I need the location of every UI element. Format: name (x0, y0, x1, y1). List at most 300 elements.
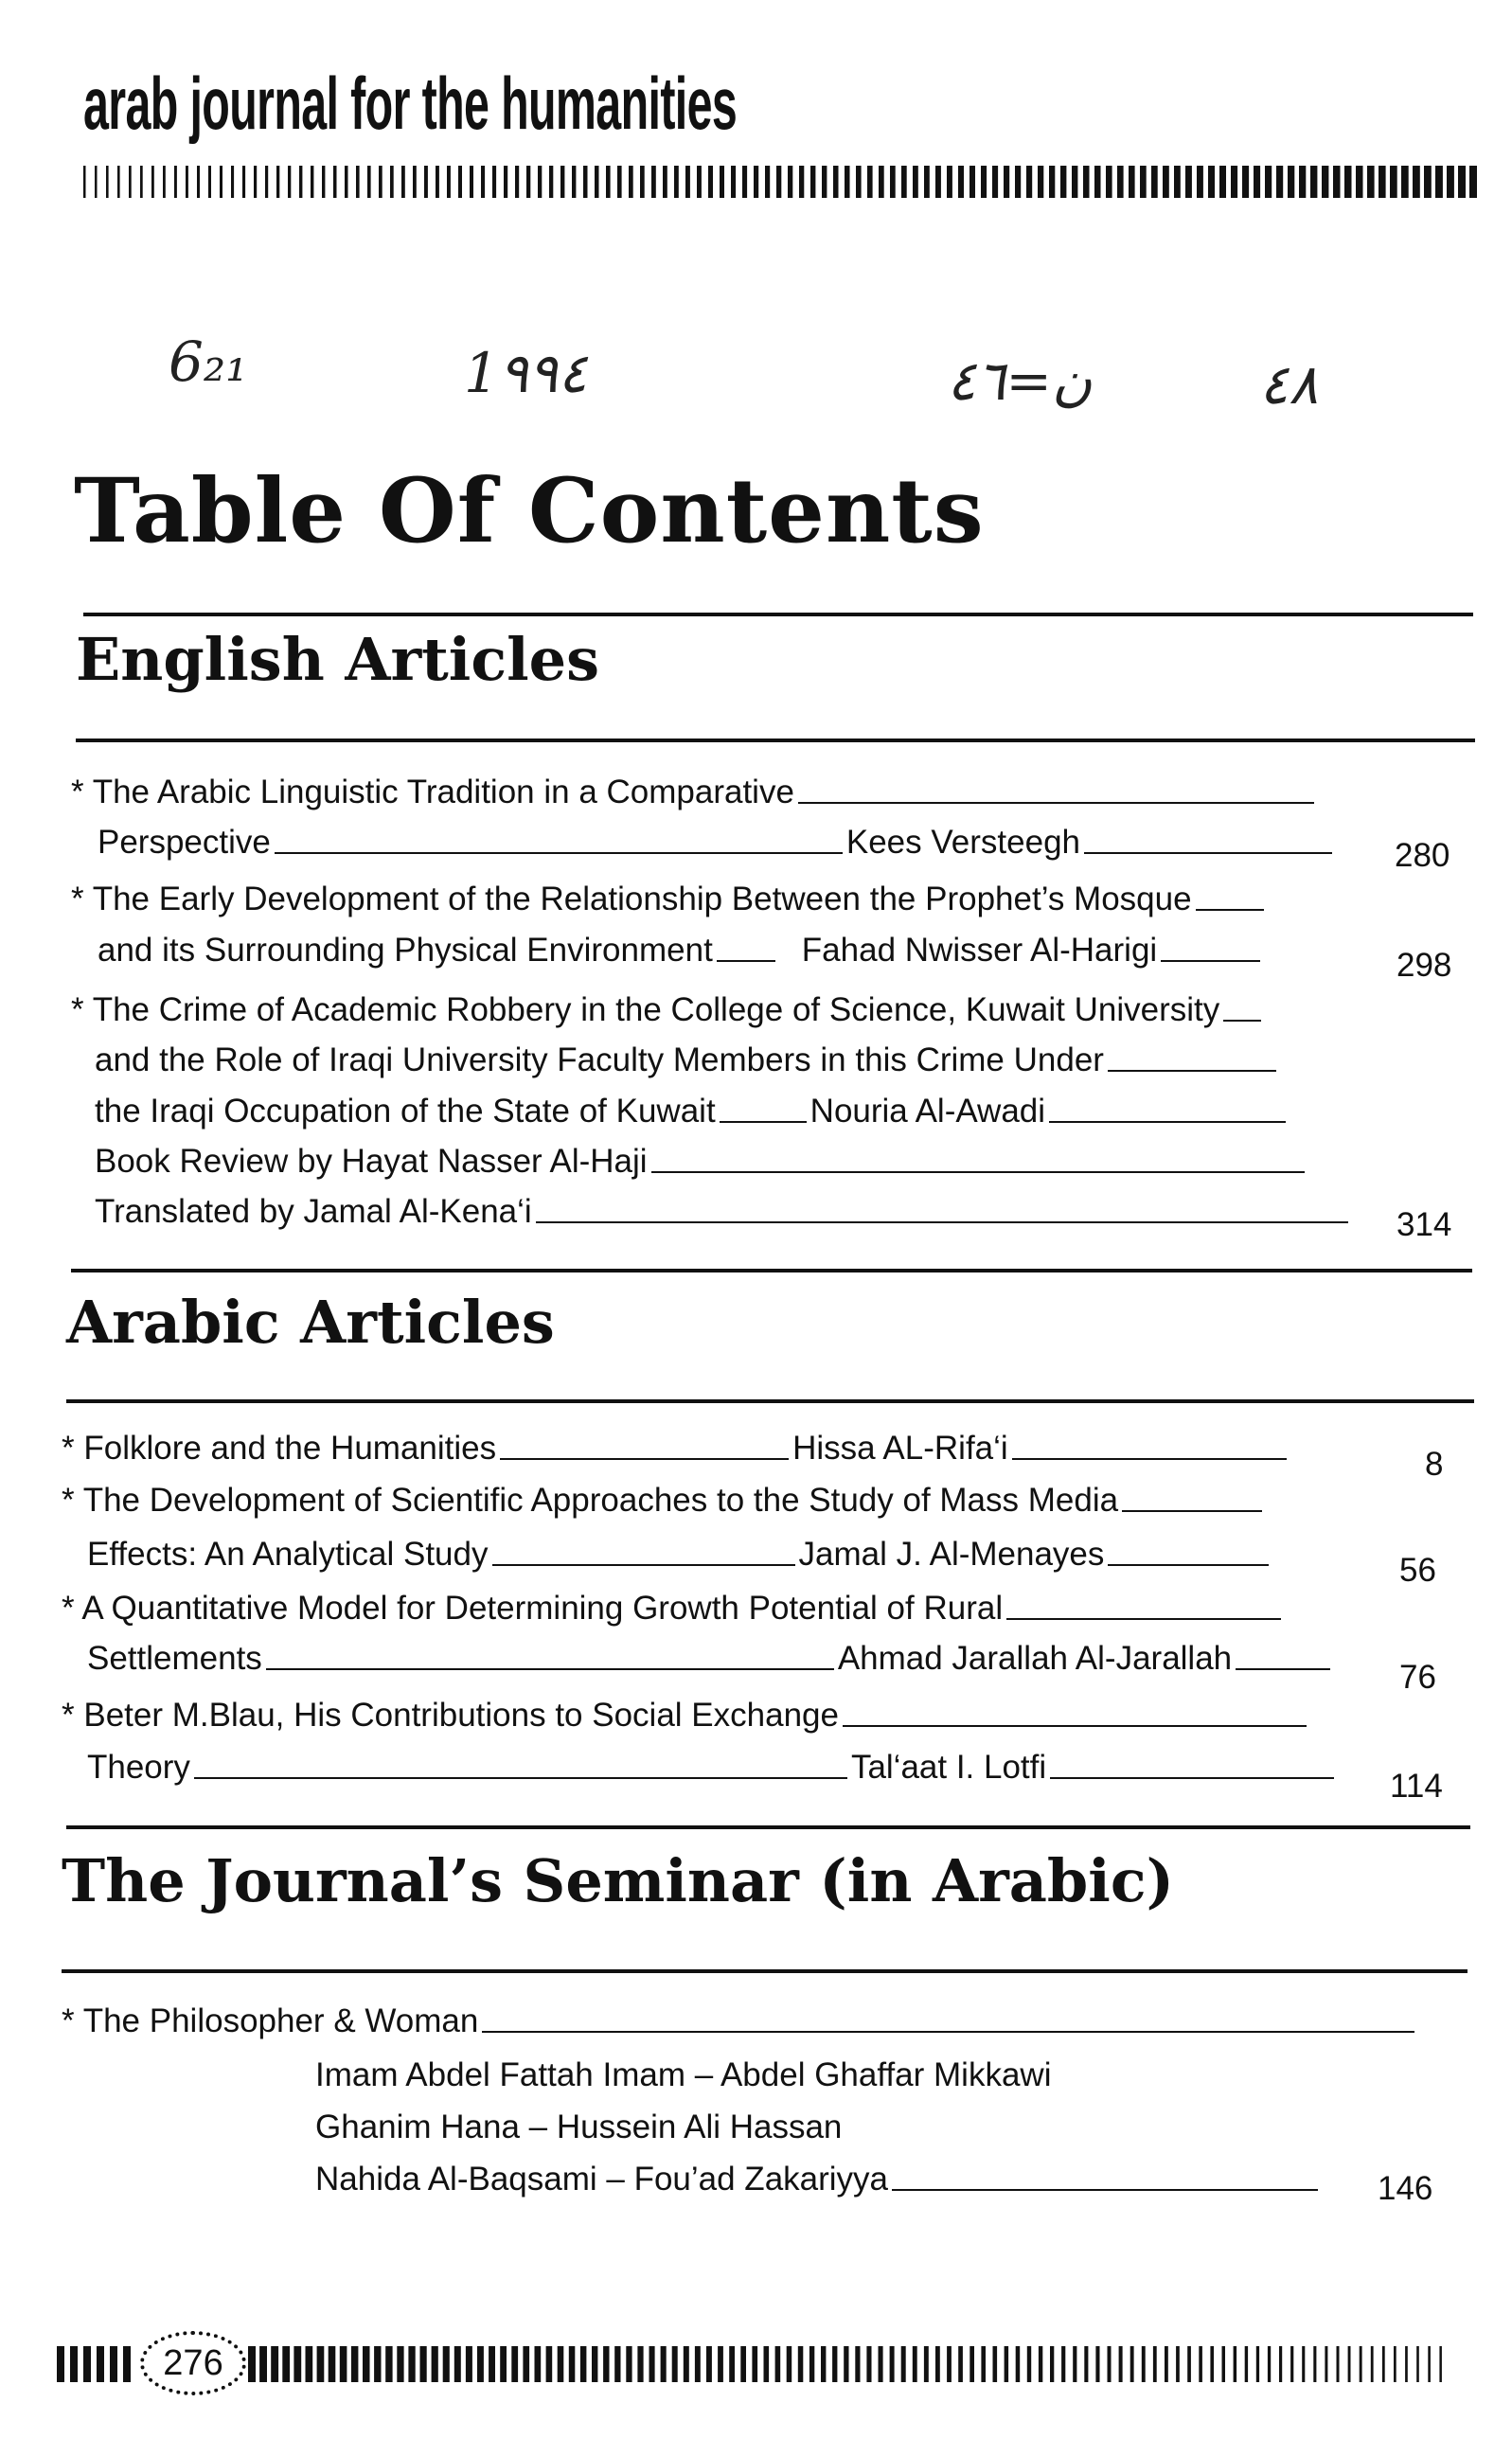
tick-mark (833, 166, 839, 198)
page-number: 276 (140, 2331, 246, 2395)
tick-mark (436, 166, 439, 198)
tick-mark (1060, 166, 1066, 198)
tick-mark (890, 2346, 895, 2382)
tick-mark (856, 166, 862, 198)
tick-mark (1130, 2346, 1134, 2382)
tick-mark (311, 166, 313, 198)
tick-mark (1108, 2346, 1112, 2382)
tick-mark (708, 166, 713, 198)
tick-mark (1268, 2346, 1271, 2382)
tick-mark (1299, 166, 1306, 198)
tick-mark (424, 166, 428, 198)
tick-mark (367, 166, 371, 198)
tick-mark (592, 2346, 597, 2382)
entry-author-line (315, 2159, 1322, 2200)
entry-page-number: 114 (1390, 1768, 1443, 1805)
tick-mark (729, 2346, 735, 2382)
tick-mark (1231, 166, 1237, 198)
entry-author-line (87, 1534, 1272, 1575)
tick-mark (123, 2346, 131, 2382)
tick-mark (374, 2346, 381, 2382)
tick-mark (432, 2346, 438, 2382)
handwritten-note-3: ن=٤٦ (947, 348, 1093, 413)
tick-mark (845, 166, 850, 198)
tick-mark (106, 166, 109, 198)
tick-mark (572, 166, 576, 198)
entry-page-number: 146 (1378, 2170, 1433, 2207)
tick-mark (1027, 2346, 1031, 2382)
tick-mark (1379, 166, 1386, 198)
leader-line (1006, 1618, 1281, 1620)
tick-mark (515, 166, 519, 198)
tick-mark (1394, 2346, 1396, 2382)
tick-mark (538, 166, 542, 198)
tick-mark (401, 166, 405, 198)
tick-mark (351, 2346, 359, 2382)
entry-title-line (95, 1191, 1352, 1233)
tick-mark (901, 166, 907, 198)
tick-mark (1435, 166, 1443, 198)
tick-mark (1199, 2346, 1202, 2382)
leader-line (1223, 1020, 1261, 1022)
tick-mark (1322, 166, 1328, 198)
entry-title-line (95, 1040, 1280, 1081)
tick-mark (879, 166, 884, 198)
tick-mark (798, 2346, 804, 2382)
tick-mark (879, 2346, 883, 2382)
leader-line (843, 1725, 1307, 1727)
entry-author-line (315, 2107, 842, 2148)
tick-mark (788, 166, 792, 198)
entry-author-line (87, 1747, 1338, 1788)
tick-mark (1344, 166, 1352, 198)
leader-line (1084, 852, 1332, 854)
tick-mark (1083, 166, 1090, 198)
tick-mark (672, 2346, 678, 2382)
divider (62, 1969, 1468, 1973)
tick-mark (526, 166, 530, 198)
masthead-tick-bar (83, 166, 1480, 200)
entry-author-line (98, 822, 1336, 863)
entry-author-line (87, 1638, 1334, 1680)
entry-page-number: 56 (1399, 1552, 1436, 1589)
tick-mark (606, 166, 611, 198)
entry-page-number: 76 (1399, 1659, 1436, 1696)
divider (83, 613, 1473, 616)
tick-mark (390, 166, 394, 198)
tick-mark (697, 166, 702, 198)
tick-mark (1439, 2346, 1442, 2382)
tick-mark (345, 166, 348, 198)
tick-mark (661, 2346, 667, 2382)
tick-mark (1428, 2346, 1431, 2382)
tick-mark (583, 166, 588, 198)
tick-mark (1290, 2346, 1293, 2382)
tick-mark (447, 166, 451, 198)
leader-line (1108, 1070, 1276, 1072)
divider (66, 1399, 1474, 1403)
tick-mark (299, 166, 302, 198)
tick-mark (629, 166, 633, 198)
tick-mark (685, 166, 690, 198)
leader-line (500, 1458, 789, 1460)
leader-line (720, 1121, 807, 1123)
divider (76, 739, 1475, 742)
tick-mark (1413, 166, 1420, 198)
tick-mark (1219, 166, 1226, 198)
tick-mark (1005, 2346, 1009, 2382)
tick-mark (546, 2346, 553, 2382)
entry-author-line (315, 2055, 1051, 2096)
tick-mark (787, 2346, 792, 2382)
entry-title: Effects: An Analytical Study (87, 1536, 489, 1573)
tick-mark (651, 166, 656, 198)
tick-mark (901, 2346, 906, 2382)
tick-mark (740, 2346, 746, 2382)
entry-title-line (71, 879, 1268, 920)
tick-mark (470, 166, 473, 198)
tick-mark (1117, 166, 1124, 198)
tick-mark (935, 166, 941, 198)
tick-mark (151, 166, 154, 198)
entry-author: Tal‘aat I. Lotfi (850, 1749, 1047, 1786)
tick-mark (489, 2346, 495, 2382)
entry-author: Jamal J. Al-Menayes (798, 1536, 1105, 1573)
tick-mark (637, 2346, 643, 2382)
tick-mark (248, 2346, 256, 2382)
tick-mark (1401, 166, 1409, 198)
tick-mark (163, 166, 166, 198)
tick-mark (481, 166, 485, 198)
tick-mark (684, 2346, 689, 2382)
entry-title: Book Review by Hayat Nasser Al-Haji (95, 1143, 648, 1180)
entry-title: Theory (87, 1749, 190, 1786)
tick-mark (83, 2346, 91, 2382)
tick-mark (958, 2346, 963, 2382)
tick-mark (981, 166, 987, 198)
tick-mark (1129, 166, 1135, 198)
tick-mark (569, 2346, 576, 2382)
tick-mark (1039, 2346, 1042, 2382)
tick-mark (1424, 166, 1432, 198)
entry-author: Nahida Al-Baqsami – Fou’ad Zakariyya (315, 2161, 889, 2198)
tick-mark (1333, 166, 1341, 198)
divider (71, 1269, 1472, 1272)
tick-mark (317, 2346, 325, 2382)
tick-mark (1265, 166, 1272, 198)
tick-mark (1197, 166, 1203, 198)
page-title: Table Of Contents (74, 459, 985, 563)
tick-mark (890, 166, 896, 198)
tick-mark (1245, 2346, 1248, 2382)
tick-mark (640, 166, 645, 198)
handwritten-note-4: ٤٨ (1259, 352, 1319, 417)
tick-mark (558, 2346, 564, 2382)
tick-mark (810, 166, 815, 198)
leader-line (1108, 1564, 1269, 1566)
tick-mark (1094, 166, 1101, 198)
tick-mark (754, 166, 758, 198)
leader-line (892, 2189, 1318, 2191)
entry-author-line (62, 1428, 1290, 1469)
tick-mark (560, 166, 564, 198)
tick-mark (776, 166, 781, 198)
entry-title: Perspective (98, 824, 271, 861)
tick-mark (242, 166, 245, 198)
entry-title-line (95, 1141, 1308, 1183)
tick-mark (1061, 2346, 1065, 2382)
tick-mark (1256, 2346, 1259, 2382)
tick-mark (95, 166, 98, 198)
tick-mark (992, 166, 998, 198)
tick-mark (1049, 166, 1055, 198)
tick-mark (1165, 2346, 1168, 2382)
section-heading-seminar: The Journal’s Seminar (in Arabic) (62, 1846, 1174, 1915)
tick-mark (1382, 2346, 1385, 2382)
entry-title: * The Arabic Linguistic Tradition in a Comparative (71, 774, 794, 810)
tick-mark (617, 166, 622, 198)
tick-mark (1015, 166, 1021, 198)
entry-page-number: 8 (1425, 1446, 1444, 1483)
tick-mark (695, 2346, 701, 2382)
tick-mark (855, 2346, 860, 2382)
footer-tick-bar-right (248, 2346, 1450, 2384)
tick-mark (1140, 166, 1147, 198)
tick-mark (254, 166, 257, 198)
entry-author-line (98, 930, 1264, 971)
handwritten-note-2: 1٩٩٤ (464, 341, 588, 405)
tick-mark (356, 166, 360, 198)
tick-mark (220, 166, 222, 198)
tick-mark (809, 2346, 814, 2382)
entry-author: Kees Versteegh (845, 824, 1080, 861)
tick-mark (1367, 166, 1375, 198)
leader-line (798, 802, 1314, 804)
entry-page-number: 280 (1395, 837, 1450, 874)
tick-mark (1325, 2346, 1327, 2382)
tick-mark (821, 2346, 826, 2382)
tick-mark (186, 166, 188, 198)
tick-mark (866, 2346, 871, 2382)
tick-mark (1185, 166, 1192, 198)
tick-mark (913, 166, 918, 198)
leader-line (1236, 1668, 1330, 1670)
tick-mark (276, 166, 279, 198)
tick-mark (443, 2346, 450, 2382)
tick-mark (649, 2346, 655, 2382)
tick-mark (1163, 166, 1169, 198)
leader-line (536, 1221, 1348, 1223)
entry-title-line (71, 989, 1265, 1031)
tick-mark (363, 2346, 370, 2382)
tick-mark (1038, 166, 1043, 198)
tick-mark (1153, 2346, 1157, 2382)
tick-mark (1356, 166, 1363, 198)
tick-mark (1371, 2346, 1374, 2382)
tick-mark (1073, 2346, 1076, 2382)
tick-mark (1004, 166, 1009, 198)
tick-mark (1234, 2346, 1237, 2382)
leader-line (275, 852, 843, 854)
tick-mark (765, 166, 770, 198)
tick-mark (1288, 166, 1294, 198)
entry-title: * The Crime of Academic Robbery in the College of Science, Kuwait University (71, 991, 1220, 1028)
entry-title-line (71, 772, 1318, 813)
tick-mark (1187, 2346, 1191, 2382)
footer-tick-bar-left (57, 2346, 137, 2384)
entry-author: Imam Abdel Fattah Imam – Abdel Ghaffar Mikkawi (315, 2056, 1052, 2093)
entry-title-line (62, 1588, 1285, 1629)
tick-mark (1119, 2346, 1123, 2382)
tick-mark (706, 2346, 712, 2382)
tick-mark (379, 166, 382, 198)
tick-mark (1276, 166, 1283, 198)
masthead-title: arab journal for the humanities (83, 62, 738, 145)
tick-mark (752, 2346, 757, 2382)
entry-title-line (62, 2001, 1418, 2042)
tick-mark (97, 2346, 104, 2382)
tick-mark (1072, 166, 1077, 198)
tick-mark (614, 2346, 620, 2382)
tick-mark (764, 2346, 770, 2382)
tick-mark (822, 166, 827, 198)
tick-mark (775, 2346, 781, 2382)
tick-mark (454, 2346, 461, 2382)
tick-mark (288, 166, 291, 198)
leader-line (1196, 909, 1264, 911)
tick-mark (947, 2346, 952, 2382)
entry-title: the Iraqi Occupation of the State of Kuwait (95, 1093, 716, 1130)
tick-mark (718, 2346, 723, 2382)
entry-title-line (62, 1695, 1310, 1736)
tick-mark (535, 2346, 542, 2382)
leader-line (651, 1171, 1305, 1173)
section-heading-english: English Articles (76, 625, 599, 694)
tick-mark (174, 166, 177, 198)
tick-mark (231, 166, 234, 198)
tick-mark (549, 166, 553, 198)
tick-mark (1302, 2346, 1305, 2382)
tick-mark (1242, 166, 1249, 198)
tick-mark (70, 2346, 78, 2382)
tick-mark (1095, 2346, 1099, 2382)
tick-mark (140, 166, 143, 198)
leader-line (1050, 1777, 1334, 1779)
tick-mark (844, 2346, 848, 2382)
entry-author: Ghanim Hana – Hussein Ali Hassan (315, 2109, 843, 2145)
tick-mark (1151, 166, 1158, 198)
entry-author: Nouria Al-Awadi (809, 1093, 1046, 1130)
entry-author: Hissa AL-Rifa‘i (792, 1430, 1008, 1467)
tick-mark (492, 166, 496, 198)
entry-title: * Beter M.Blau, His Contributions to Social Exchange (62, 1697, 839, 1734)
tick-mark (969, 2346, 974, 2382)
tick-mark (1176, 2346, 1180, 2382)
tick-mark (477, 2346, 484, 2382)
tick-mark (867, 166, 873, 198)
tick-mark (913, 2346, 917, 2382)
tick-mark (57, 2346, 64, 2382)
tick-mark (1174, 166, 1181, 198)
entry-title: * Folklore and the Humanities (62, 1430, 497, 1467)
tick-mark (265, 166, 268, 198)
tick-mark (1348, 2346, 1351, 2382)
tick-mark (83, 166, 86, 198)
masthead (83, 62, 1137, 145)
tick-mark (1310, 166, 1317, 198)
tick-mark (1210, 2346, 1214, 2382)
entry-author: Ahmad Jarallah Al-Jarallah (837, 1640, 1233, 1677)
leader-line (717, 960, 775, 962)
tick-mark (340, 2346, 347, 2382)
tick-mark (580, 2346, 587, 2382)
tick-mark (924, 2346, 929, 2382)
tick-mark (1142, 2346, 1146, 2382)
tick-mark (333, 166, 337, 198)
tick-mark (329, 2346, 336, 2382)
leader-line (1049, 1121, 1286, 1123)
tick-mark (1360, 2346, 1362, 2382)
tick-mark (397, 2346, 403, 2382)
tick-mark (981, 2346, 986, 2382)
entry-author-line (95, 1091, 1290, 1132)
leader-line (266, 1668, 834, 1670)
tick-mark (110, 2346, 117, 2382)
tick-mark (969, 166, 975, 198)
tick-mark (129, 166, 132, 198)
tick-mark (603, 2346, 609, 2382)
tick-mark (500, 2346, 507, 2382)
tick-mark (420, 2346, 427, 2382)
tick-mark (993, 2346, 998, 2382)
tick-mark (1106, 166, 1112, 198)
tick-mark (413, 166, 417, 198)
tick-mark (504, 166, 507, 198)
tick-mark (1337, 2346, 1340, 2382)
leader-line (1012, 1458, 1287, 1460)
tick-mark (1469, 166, 1477, 198)
tick-mark (1447, 166, 1454, 198)
tick-mark (626, 2346, 631, 2382)
leader-line (1122, 1510, 1262, 1512)
entry-author: Fahad Nwisser Al-Harigi (801, 932, 1158, 969)
tick-mark (1208, 166, 1215, 198)
tick-mark (208, 166, 211, 198)
handwritten-note-1: 6₂₁ (169, 329, 248, 394)
tick-mark (282, 2346, 290, 2382)
tick-mark (1416, 2346, 1419, 2382)
tick-mark (271, 2346, 278, 2382)
tick-mark (935, 2346, 940, 2382)
entry-title: Settlements (87, 1640, 262, 1677)
tick-mark (1390, 166, 1397, 198)
tick-mark (408, 2346, 415, 2382)
tick-mark (1050, 2346, 1054, 2382)
entry-title: * The Early Development of the Relationship Between the Prophet’s Mosque (71, 881, 1192, 917)
tick-mark (663, 166, 667, 198)
tick-mark (294, 2346, 301, 2382)
tick-mark (1084, 2346, 1088, 2382)
tick-mark (259, 2346, 267, 2382)
divider (66, 1825, 1470, 1829)
tick-mark (947, 166, 952, 198)
tick-mark (1222, 2346, 1226, 2382)
tick-mark (197, 166, 200, 198)
entry-title: * A Quantitative Model for Determining Growth Potential of Rural (62, 1590, 1004, 1627)
leader-line (492, 1564, 795, 1566)
entry-title: * The Philosopher & Woman (62, 2002, 479, 2039)
tick-mark (322, 166, 325, 198)
